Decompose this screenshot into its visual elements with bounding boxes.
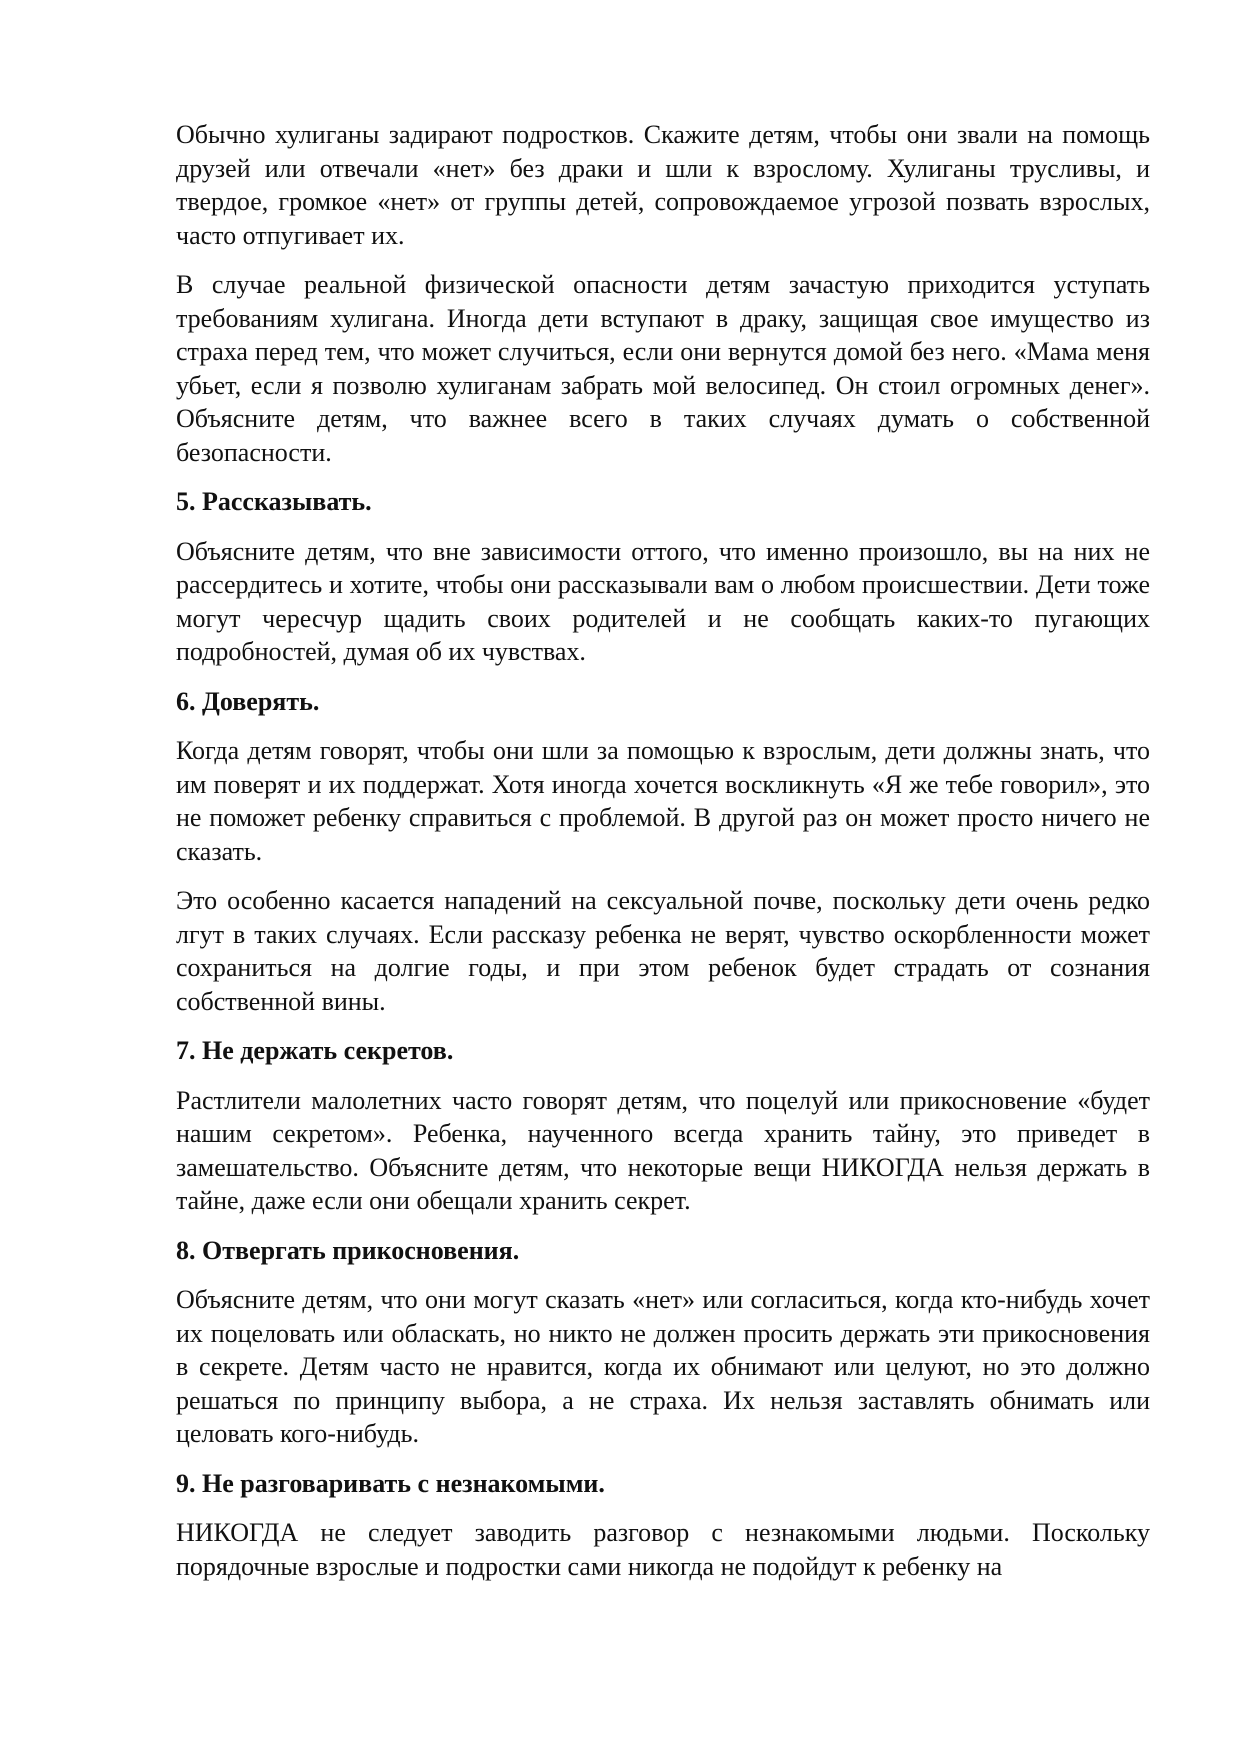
paragraph-reject-touch: Объясните детям, что они могут сказать «нет» или согласиться, когда кто-нибудь хочет их поцеловать или обласкать, но никто не должен просить держать эти прикосновения в секрете. Детям часто не нравится, когда их обнимают или целуют, но это должно решаться по принципу выбора, а не страха. Их нельзя заставлять обнимать или целовать кого-нибудь. [176,1285,1150,1448]
heading-8-reject-touch: 8. Отвергать прикосновения. [176,1235,520,1265]
document-page [176,118,1150,1599]
paragraph-no-secrets: Растлители малолетних часто говорят детям, что поцелуй или прикосновение «будет нашим секретом». Ребенка, наученного всегда хранить тайну, это приведет в замешательство. Объясните детям, что некоторые вещи НИКОГДА нельзя держать в тайне, даже если они обещали хранить секрет. [176,1085,1150,1215]
paragraph-strangers: НИКОГДА не следует заводить разговор с незнакомыми людьми. Поскольку порядочные взрослые и подростки сами никогда не подойдут к ребенку на [176,1518,1150,1581]
heading-6-trust: 6. Доверять. [176,686,320,716]
paragraph-bullies-friends: Обычно хулиганы задирают подростков. Скажите детям, чтобы они звали на помощь друзей или отвечали «нет» без драки и шли к взрослому. Хулиганы трусливы, и твердое, громкое «нет» от группы детей, сопровождаемое угрозой позвать взрослых, часто отпугивает их. [176,120,1150,250]
paragraph-tell: Объясните детям, что вне зависимости оттого, что именно произошло, вы на них не рассердитесь и хотите, чтобы они рассказывали вам о любом происшествии. Дети тоже могут чересчур щадить своих родителей и не сообщать каких-то пугающих подробностей, думая об их чувствах. [176,536,1150,666]
heading-9-strangers: 9. Не разговаривать с незнакомыми. [176,1468,605,1498]
heading-7-no-secrets: 7. Не держать секретов. [176,1036,454,1065]
heading-5-tell: 5. Рассказывать. [176,487,372,516]
paragraph-physical-danger: В случае реальной физической опасности детям зачастую приходится уступать требованиям хулигана. Иногда дети вступают в драку, защищая свое имущество из страха перед тем, что может случиться, если они вернутся домой без него. «Мама меня убьет, если я позволю хулиганам забрать мой велосипед. Он стоил огромных денег». Объясните детям, что важнее всего в таких случаях думать о собственной безопасности. [176,270,1150,467]
paragraph-sexual-assault: Это особенно касается нападений на сексуальной почве, поскольку дети очень редко лгут в таких случаях. Если рассказу ребенка не верят, чувство оскорбленности может сохраниться на долгие годы, и при этом ребенок будет страдать от сознания собственной вины. [176,886,1150,1016]
paragraph-trust: Когда детям говорят, чтобы они шли за помощью к взрослым, дети должны знать, что им поверят и их поддержат. Хотя иногда хочется воскликнуть «Я же тебе говорил», это не поможет ребенку справиться с проблемой. В другой раз он может просто ничего не сказать. [176,736,1150,866]
